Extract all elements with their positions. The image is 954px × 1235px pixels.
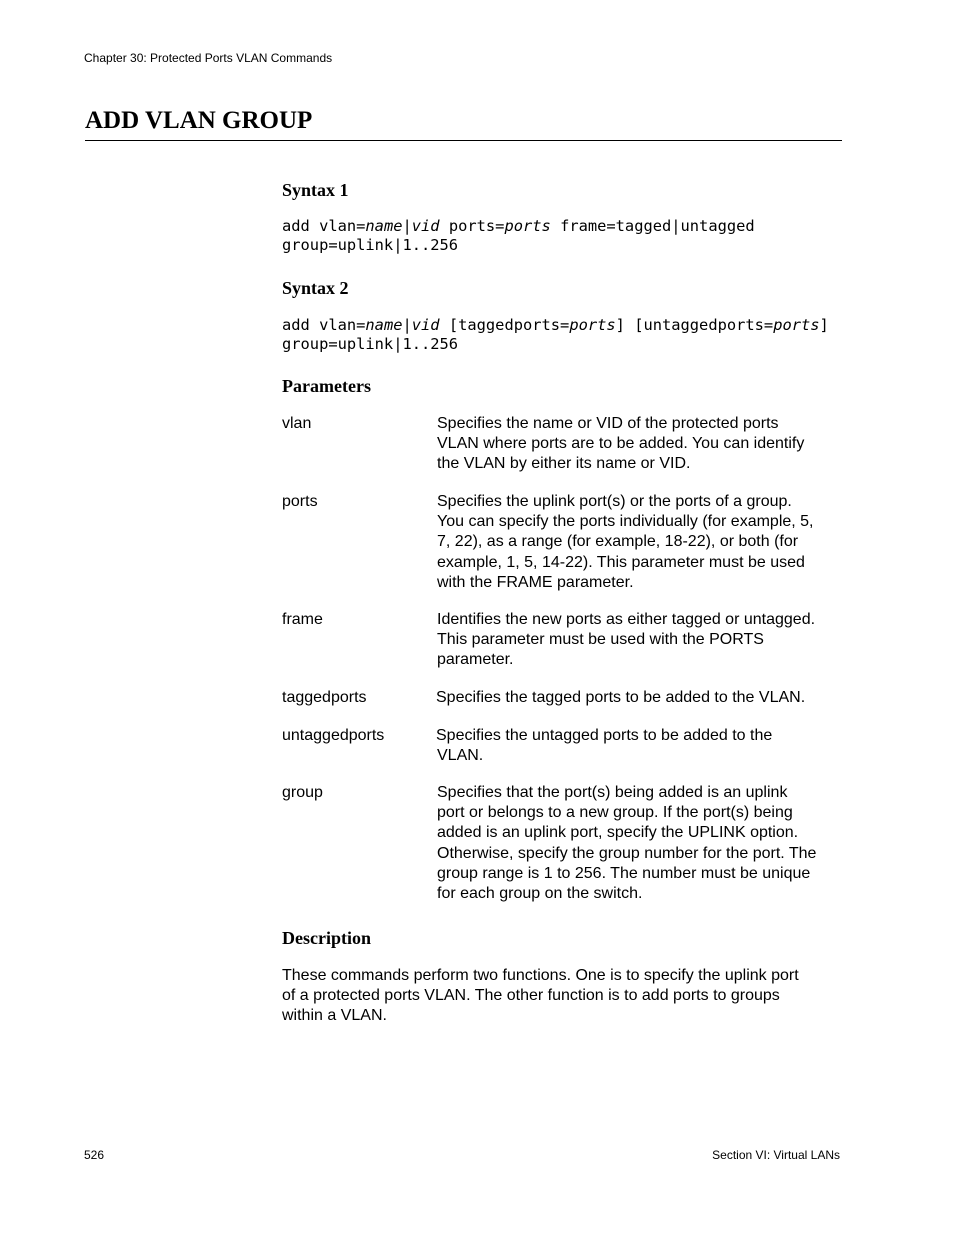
description-heading: Description <box>282 928 371 948</box>
page-title: ADD VLAN GROUP <box>85 107 313 134</box>
param-desc-taggedports: Specifies the tagged ports to be added to the VLAN. <box>436 689 806 706</box>
param-name-taggedports: taggedports <box>282 689 367 706</box>
param-desc-vlan: Specifies the name or VID of the protected ports VLAN where ports are to be added. You can identify the VLAN by either its name or VID. <box>437 415 805 473</box>
syntax-2-line-1: add vlan=name|vid [taggedports=ports] [untaggedports=ports] <box>282 316 829 334</box>
param-name-group: group <box>282 784 323 801</box>
syntax-1-line-2: group=uplink|1..256 <box>282 235 459 254</box>
param-name-vlan: vlan <box>282 415 312 432</box>
syntax-1-line-1: add vlan=name|vid ports=ports frame=tagged|untagged <box>282 217 755 235</box>
param-desc-frame: Identifies the new ports as either tagged or untagged. This parameter must be used with the PORTS parameter. <box>437 611 816 669</box>
param-name-untaggedports: untaggedports <box>282 727 385 744</box>
syntax-2-heading: Syntax 2 <box>282 278 349 298</box>
param-name-ports: ports <box>282 493 318 510</box>
param-desc-untaggedports: Specifies the untagged ports to be added to the VLAN. <box>436 727 773 765</box>
param-desc-ports: Specifies the uplink port(s) or the ports of a group. You can specify the ports individually (for example, 5, 7, 22), as a range (for example, 18-22), or both (for example, 1, 5, 14-22). This parameter must be used with the FRAME parameter. <box>437 493 814 591</box>
section-footer: Section VI: Virtual LANs <box>712 1148 840 1162</box>
param-name-frame: frame <box>282 611 323 628</box>
param-desc-group: Specifies that the port(s) being added is an uplink port or belongs to a new group. If the port(s) being added is an uplink port, specify the UPLINK option. Otherwise, specify the group number for the port. The group range is 1 to 256. The number must be unique for each group on the switch. <box>437 784 817 903</box>
syntax-1-block <box>282 217 755 254</box>
parameters-heading: Parameters <box>282 376 371 396</box>
page-number: 526 <box>84 1148 105 1162</box>
syntax-1-heading: Syntax 1 <box>282 180 349 200</box>
syntax-2-line-2: group=uplink|1..256 <box>282 334 459 353</box>
syntax-2-block <box>282 316 829 353</box>
description-paragraph: These commands perform two functions. One is to specify the uplink port of a protected ports VLAN. The other function is to add ports to groups within a VLAN. <box>282 967 799 1025</box>
running-header: Chapter 30: Protected Ports VLAN Commands <box>84 51 333 65</box>
title-rule <box>85 140 842 141</box>
